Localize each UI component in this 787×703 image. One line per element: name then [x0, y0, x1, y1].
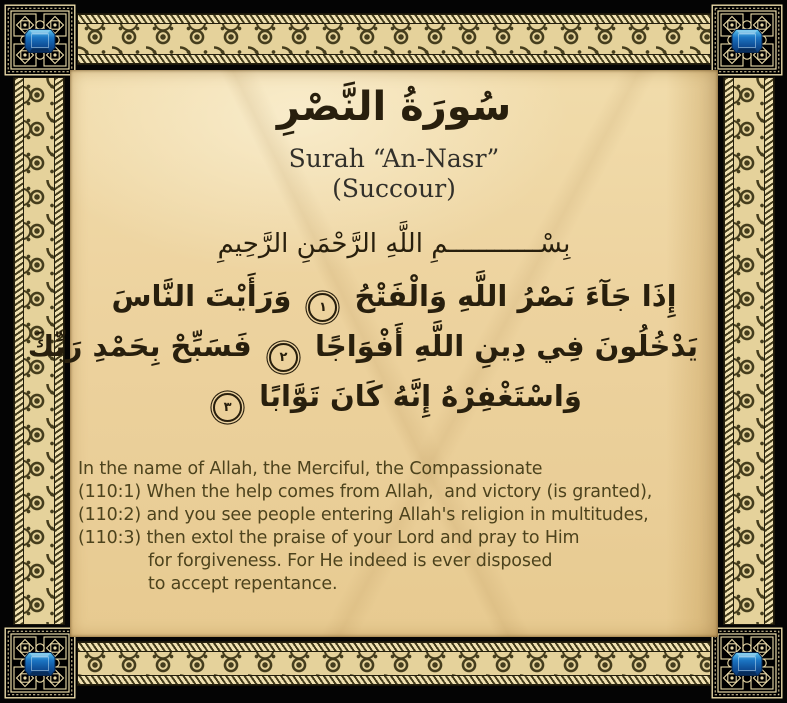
sapphire-gem-icon — [711, 627, 783, 699]
arabesque-pattern — [734, 78, 764, 624]
translation-line: (110:3) then extol the praise of your Lord and pray to Him — [78, 528, 580, 548]
translation-line: (110:2) and you see people entering Allah's religion in multitudes, — [78, 505, 649, 525]
sapphire-gem-icon — [4, 627, 76, 699]
bismillah-calligraphy: بِسْــــــــــــمِ اللَّهِ الرَّحْمَنِ الرَّحِيمِ — [217, 229, 571, 259]
verse-text: يَدْخُلُونَ فِي دِينِ اللَّهِ أَفْوَاجًا — [304, 329, 698, 363]
verse-text: فَسَبِّحْ بِحَمْدِ رَبِّكَ — [27, 329, 262, 363]
ayah-end-marker: ٢ — [269, 343, 298, 372]
verse-line — [90, 372, 698, 422]
arabesque-pattern — [78, 652, 710, 675]
sapphire-gem-icon — [4, 4, 76, 76]
verse-text: وَاسْتَغْفِرْهُ إِنَّهُ كَانَ تَوَّابًا — [249, 379, 582, 413]
ayah-end-marker: ١ — [308, 293, 337, 322]
sapphire-gem-icon — [711, 4, 783, 76]
verse-line — [90, 272, 698, 322]
translation-block — [78, 458, 718, 596]
quran-verses — [27, 272, 698, 422]
rope-pattern — [724, 78, 734, 624]
translation-line: In the name of Allah, the Merciful, the Compassionate — [78, 459, 543, 479]
rope-pattern — [14, 78, 24, 624]
surah-title-arabic: سُورَةُ النَّصْرِ — [276, 84, 512, 130]
corner-medallion-top-right — [711, 4, 783, 76]
surah-title-english: Surah “An-Nasr” — [288, 144, 500, 173]
rope-pattern — [78, 642, 710, 652]
rope-pattern — [78, 14, 710, 24]
corner-medallion-top-left — [4, 4, 76, 76]
verse-text: وَرَأَيْتَ النَّاسَ — [111, 279, 302, 313]
ornament-border-bottom — [78, 642, 710, 685]
rope-pattern — [764, 78, 774, 624]
ayah-end-marker: ٣ — [213, 393, 242, 422]
translation-line: to accept repentance. — [148, 574, 338, 594]
rope-pattern — [78, 675, 710, 685]
translation-line: for forgiveness. For He indeed is ever disposed — [148, 551, 553, 571]
rope-pattern — [78, 54, 710, 64]
ornament-border-top — [78, 14, 710, 64]
surah-subtitle: (Succour) — [332, 174, 456, 203]
ornament-border-right — [724, 78, 774, 624]
arabesque-pattern — [78, 24, 710, 54]
verse-line — [27, 322, 698, 372]
translation-line: (110:1) When the help comes from Allah, and victory (is granted), — [78, 482, 653, 502]
verse-text: إِذَا جَآءَ نَصْرُ اللَّهِ وَالْفَتْحُ — [344, 279, 677, 313]
corner-medallion-bottom-left — [4, 627, 76, 699]
corner-medallion-bottom-right — [711, 627, 783, 699]
parchment-panel — [27, 70, 718, 637]
